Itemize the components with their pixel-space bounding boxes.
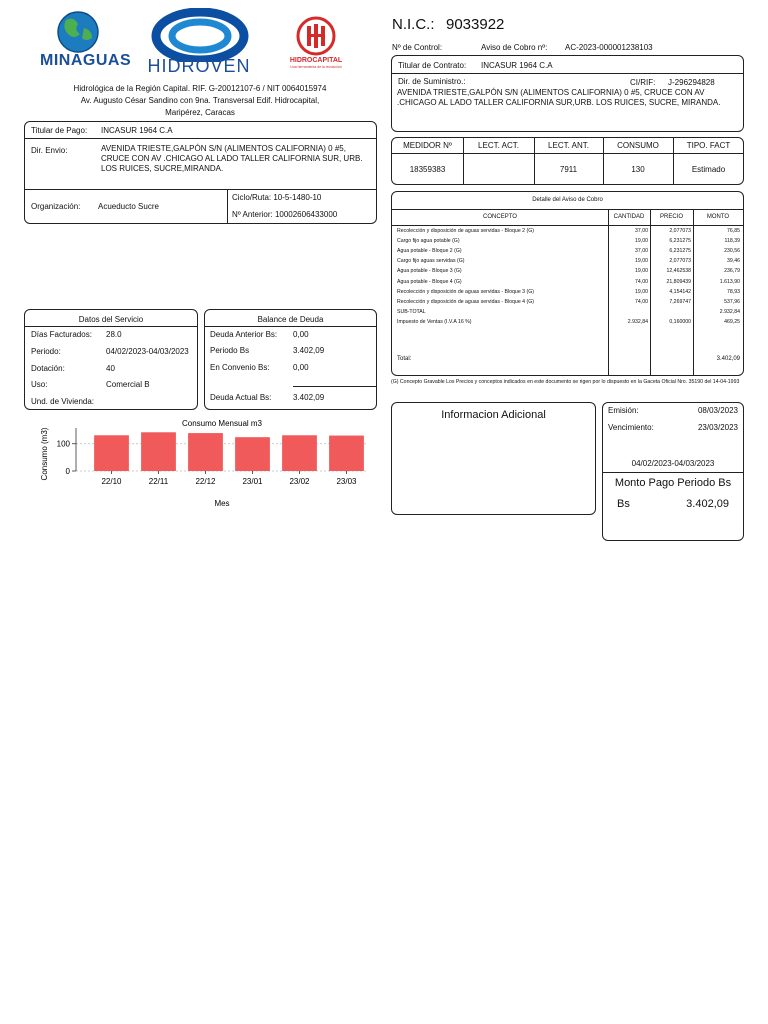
amount-currency: Bs — [617, 498, 630, 510]
detail-header-cantidad: CANTIDAD — [613, 214, 645, 220]
chart-x-tick-label: 23/02 — [289, 477, 310, 486]
contract-box — [391, 55, 744, 132]
chart-x-tick-label: 23/03 — [336, 477, 357, 486]
debt-row-value: 0,00 — [293, 330, 309, 339]
chart-y-tick-label: 0 — [65, 467, 70, 476]
detail-cell: 2,077073 — [669, 258, 691, 265]
detail-note: (G) Concepto Gravable Los Precios y conceptos indicados en este documento se rigen por lo dispuesto en la Gaceta Oficial Nro. 35190 del 14-04-1993 — [391, 379, 740, 385]
emission-label: Emisión: — [608, 406, 639, 415]
detail-header-monto: MONTO — [706, 214, 730, 220]
supply-address-label: Dir. de Suministro.: — [398, 77, 466, 86]
detail-header-precio: PRECIO — [659, 214, 683, 220]
detail-total-label: Total: — [397, 356, 412, 362]
chart-x-label: Mes — [214, 499, 230, 508]
detail-cell: 537,96 — [724, 298, 740, 305]
chart-bar — [282, 435, 317, 471]
additional-info-title: Informacion Adicional — [441, 409, 546, 421]
hidroven-wordmark: HIDROVEN — [147, 56, 251, 76]
meter-value-lect-ant: 7911 — [559, 165, 578, 174]
chart-bar — [235, 437, 270, 471]
detail-cell: 2.932,84 — [719, 308, 740, 315]
service-row-label: Dotación: — [31, 363, 65, 373]
detail-cell: SUB-TOTAL — [397, 308, 426, 315]
debt-row-value: 0,00 — [293, 363, 309, 372]
detail-cell: 19,00 — [635, 268, 648, 275]
detail-cell: Cargo fijo aguas servidas (G) — [397, 258, 465, 265]
service-row-value: 40 — [106, 363, 115, 373]
debt-row-label: Deuda Anterior Bs: — [210, 330, 278, 339]
detail-cell: Impuesto de Ventas (I.V.A 16 %) — [397, 318, 472, 325]
cycle-route: Ciclo/Ruta: 10-5-1480-10 — [232, 193, 322, 202]
meter-header-consumo: CONSUMO — [617, 141, 659, 150]
debt-row-value: 3.402,09 — [293, 393, 325, 402]
detail-cell: 118,39 — [724, 238, 740, 245]
detail-cell: Agua potable - Bloque 4 (G) — [397, 278, 462, 285]
rif-value: J-296294828 — [668, 78, 715, 87]
meter-header-tipo: TIPO. FACT — [686, 141, 731, 150]
detail-cell: 76,85 — [727, 228, 740, 234]
service-row-label: Periodo: — [31, 346, 61, 356]
detail-cell: Agua potable - Bloque 2 (G) — [397, 248, 462, 255]
chart-bar — [141, 432, 176, 471]
debt-row-label: En Convenio Bs: — [210, 363, 270, 372]
emission-box — [602, 402, 744, 541]
detail-cell: 19,00 — [635, 238, 648, 245]
amount-value: 3.402,09 — [686, 498, 729, 510]
minaguas-wordmark: MINAGUAS — [40, 52, 132, 69]
chart-x-tick-label: 23/01 — [242, 477, 263, 486]
due-value: 23/03/2023 — [697, 423, 738, 432]
previous-number: Nº Anterior: 10002606433000 — [232, 210, 338, 219]
meter-header-lect-ant: LECT. ANT. — [548, 141, 589, 150]
detail-cell: 39,46 — [727, 258, 740, 265]
company-line-3: Maripérez, Caracas — [165, 108, 235, 117]
company-info — [30, 83, 370, 119]
detail-cell: Recolección y disposición de aguas servidas - Bloque 4 (G) — [397, 298, 534, 305]
organization-value: Acueducto Sucre — [98, 202, 159, 211]
detail-cell: Cargo fijo agua potable (G) — [397, 238, 460, 245]
chart-x-tick-label: 22/12 — [195, 477, 216, 486]
payer-address-label: Dir. Envio: — [31, 146, 68, 155]
company-line-2: Av. Augusto César Sandino con 9na. Transversal Edif. Hidrocapital, — [80, 96, 320, 105]
service-row-value: 28.0 — [106, 330, 122, 339]
meter-value-consumo: 130 — [631, 165, 645, 174]
consumption-chart — [24, 414, 376, 514]
detail-cell: 4,154142 — [669, 288, 691, 295]
detail-header-concepto: CONCEPTO — [483, 214, 517, 220]
hidrocapital-tagline: Una herramienta de la revolución — [290, 65, 342, 69]
chart-x-tick-label: 22/10 — [101, 477, 122, 486]
detail-cell: 6,231275 — [669, 248, 691, 255]
detail-cell: Agua potable - Bloque 3 (G) — [397, 268, 462, 275]
detail-cell: 74,00 — [635, 298, 648, 305]
detail-cell: 19,00 — [635, 258, 648, 265]
contract-titular-value: INCASUR 1964 C.A — [481, 61, 553, 70]
debt-row-value: 3.402,09 — [293, 346, 325, 355]
chart-y-tick-label: 100 — [56, 439, 70, 449]
detail-cell: 74,00 — [635, 278, 648, 285]
service-title: Datos del Servicio — [78, 315, 144, 324]
aviso-label: Aviso de Cobro nº: — [481, 43, 548, 52]
detail-cell: 230,56 — [724, 248, 740, 255]
detail-cell: 2.932,84 — [627, 318, 648, 325]
debt-row-label: Deuda Actual Bs: — [210, 393, 272, 402]
chart-x-tick-label: 22/11 — [148, 477, 169, 486]
service-row-label: Días Facturados: — [31, 330, 92, 339]
service-row-label: Uso: — [31, 380, 48, 390]
detail-cell: 2,077073 — [669, 228, 691, 234]
payer-titular-label: Titular de Pago: — [31, 126, 88, 135]
service-row-label: Und. de Vivienda: — [31, 397, 95, 407]
meter-value-tipo: Estimado — [691, 165, 726, 174]
payer-box — [24, 121, 377, 224]
chart-y-label: Consumo (m3) — [40, 427, 49, 481]
contract-titular-label: Titular de Contrato: — [398, 61, 467, 70]
emission-value: 08/03/2023 — [697, 406, 738, 415]
meter-header-lect-act: LECT. ACT. — [478, 141, 519, 150]
hidrocapital-logo — [296, 16, 336, 56]
debt-row-label: Periodo Bs — [210, 346, 250, 355]
control-label: Nº de Control: — [392, 43, 443, 52]
supply-address-value: AVENIDA TRIESTE,GALPÓN S/N (ALIMENTOS CALIFORNIA) 0 #5, CRUCE CON AV .CHICAGO AL LADO TALLER CALIFORNIA SUR,URB. LOS RUICES, SUCRE, MIRANDA. — [397, 88, 721, 107]
detail-cell: 7,269747 — [669, 298, 691, 305]
aviso-value: AC-2023-000001238103 — [565, 43, 653, 52]
billing-period: 04/02/2023-04/03/2023 — [631, 459, 715, 468]
due-label: Vencimiento: — [608, 423, 654, 432]
company-line-1: Hidrológica de la Región Capital. RIF. G-20012107-6 / NIT 0064015974 — [73, 84, 327, 93]
detail-cell: 236,79 — [724, 268, 740, 275]
detail-cell: 78,93 — [727, 288, 740, 295]
hidroven-logo — [150, 8, 250, 62]
chart-title: Consumo Mensual m3 — [181, 419, 263, 428]
detail-cell: 469,25 — [724, 318, 740, 325]
detail-cell: 37,00 — [635, 248, 648, 255]
detail-table — [391, 191, 744, 376]
nic-value: 9033922 — [446, 16, 505, 33]
hidrocapital-wordmark: HIDROCAPITAL — [289, 57, 343, 64]
detail-title: Detalle del Aviso de Cobro — [532, 197, 603, 203]
meter-table — [391, 137, 744, 185]
organization-label: Organización: — [31, 202, 81, 211]
additional-info-box — [391, 402, 596, 515]
detail-total-value: 3.402,09 — [716, 356, 740, 362]
service-box — [24, 309, 198, 410]
amount-label: Monto Pago Periodo Bs — [614, 477, 732, 489]
nic-label: N.I.C.: — [392, 16, 435, 33]
detail-cell: 6,231275 — [669, 238, 691, 245]
detail-cell: 0,160000 — [669, 318, 691, 325]
detail-cell: 37,00 — [635, 228, 648, 234]
meter-value-medidor: 18359383 — [409, 165, 446, 174]
detail-cell: 12,462538 — [666, 268, 691, 275]
detail-cell: Recolección y disposición de aguas servidas - Bloque 2 (G) — [397, 228, 534, 234]
detail-cell: Recolección y disposición de aguas servidas - Bloque 3 (G) — [397, 288, 534, 295]
detail-cell: 21,809439 — [666, 278, 691, 285]
rif-label: CI/RIF: — [630, 78, 656, 87]
chart-bar — [188, 433, 223, 471]
meter-header-medidor: MEDIDOR Nº — [403, 141, 452, 150]
service-row-value: 04/02/2023-04/03/2023 — [106, 346, 189, 356]
service-row-value: Comercial B — [106, 380, 150, 390]
detail-cell: 19,00 — [635, 288, 648, 295]
payer-titular-value: INCASUR 1964 C.A — [101, 126, 173, 135]
debt-box — [204, 309, 377, 410]
payer-address-value: AVENIDA TRIESTE,GALPÓN S/N (ALIMENTOS CALIFORNIA) 0 #5, CRUCE CON AV .CHICAGO AL LADO TALLER CALIFORNIA SUR, URB. LOS RUICES, SUCRE,MIRANDA. — [101, 144, 363, 173]
debt-title: Balance de Deuda — [257, 315, 324, 324]
chart-bar — [94, 435, 129, 471]
detail-cell: 1.613,90 — [719, 278, 740, 285]
chart-bar — [329, 436, 364, 471]
